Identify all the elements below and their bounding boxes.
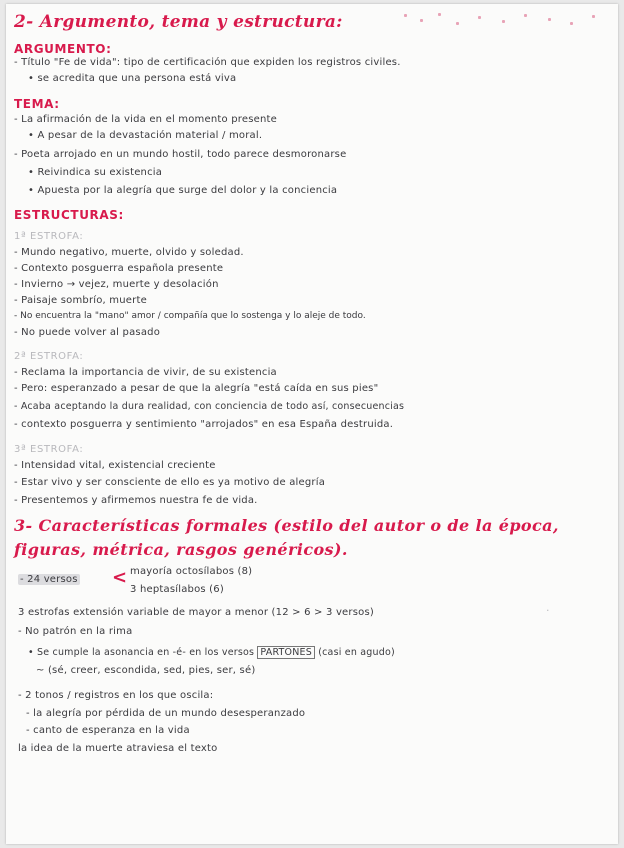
estrofa-1-line: - No puede volver al pasado <box>14 327 161 338</box>
rima-detail <box>28 647 395 658</box>
margin-dot: · <box>546 604 550 617</box>
estrofa-3-line: - Presentemos y afirmemos nuestra fe de vida. <box>14 495 258 506</box>
rima-prefix: • Se cumple la asonancia en -é- en los versos <box>28 647 255 658</box>
tema-line: - La afirmación de la vida en el momento presente <box>14 114 277 125</box>
estrofa-2-line: - Pero: esperanzado a pesar de que la alegría "está caída en sus pies" <box>14 383 379 394</box>
tema-line: • Reivindica su existencia <box>28 167 163 178</box>
estrofa-1-line: - Paisaje sombrío, muerte <box>14 295 147 306</box>
section-3-title-cont: figuras, métrica, rasgos genéricos). <box>14 540 348 559</box>
rima-boxed-term: PARTONES <box>257 646 315 659</box>
estrofa-2-label: 2ª ESTROFA: <box>14 351 84 362</box>
tonos-item: - la alegría por pérdida de un mundo desesperanzado <box>26 708 306 719</box>
estrofa-3-line: - Intensidad vital, existencial creciente <box>14 460 216 471</box>
verses-branch-item: mayoría octosílabos (8) <box>130 566 253 577</box>
tema-line: • Apuesta por la alegría que surge del dolor y la conciencia <box>28 185 338 196</box>
verses-branch-item: 3 heptasílabos (6) <box>130 584 224 595</box>
notebook-page <box>6 4 618 844</box>
closing-line: la idea de la muerte atraviesa el texto <box>18 743 218 754</box>
argumento-heading: ARGUMENTO: <box>14 42 112 56</box>
estrofa-1-line: - Invierno → vejez, muerte y desolación <box>14 279 219 290</box>
estrofa-1-line: - Mundo negativo, muerte, olvido y soledad. <box>14 247 244 258</box>
tema-line: • A pesar de la devastación material / moral. <box>28 130 263 141</box>
argumento-line: • se acredita que una persona está viva <box>28 73 237 84</box>
verses-count-text: - 24 versos <box>20 574 78 585</box>
tema-heading: TEMA: <box>14 97 60 111</box>
estrofa-3-line: - Estar vivo y ser consciente de ello es ya motivo de alegría <box>14 477 326 488</box>
section-2-title: 2- Argumento, tema y estructura: <box>14 12 343 32</box>
rima-suffix: (casi en agudo) <box>318 647 395 658</box>
estrofa-2-line: - Reclama la importancia de vivir, de su existencia <box>14 367 277 378</box>
branch-arrow-icon: < <box>112 567 128 588</box>
rima-examples: ~ (sé, creer, escondida, sed, pies, ser, sé) <box>36 665 256 676</box>
estrofa-1-line: - No encuentra la "mano" amor / compañía que lo sostenga y lo aleje de todo. <box>14 311 366 321</box>
ink-smudges <box>398 10 608 32</box>
estructuras-heading: ESTRUCTURAS: <box>14 208 124 222</box>
estrofa-2-line: - contexto posguerra y sentimiento "arrojados" en esa España destruida. <box>14 419 394 430</box>
tema-line: - Poeta arrojado en un mundo hostil, todo parece desmoronarse <box>14 149 347 160</box>
estrofas-line: 3 estrofas extensión variable de mayor a menor (12 > 6 > 3 versos) <box>18 607 374 618</box>
estrofa-2-line: - Acaba aceptando la dura realidad, con conciencia de todo así, consecuencias <box>14 401 405 412</box>
argumento-line: - Título "Fe de vida": tipo de certificación que expiden los registros civiles. <box>14 57 401 68</box>
estrofa-1-label: 1ª ESTROFA: <box>14 231 84 242</box>
estrofa-1-line: - Contexto posguerra española presente <box>14 263 224 274</box>
estrofa-3-label: 3ª ESTROFA: <box>14 444 84 455</box>
tonos-heading: - 2 tonos / registros en los que oscila: <box>18 690 214 701</box>
tonos-item: - canto de esperanza en la vida <box>26 725 190 736</box>
verses-count <box>18 574 80 585</box>
section-3-title: 3- Características formales (estilo del autor o de la época, <box>14 516 559 535</box>
rima-line: - No patrón en la rima <box>18 626 133 637</box>
